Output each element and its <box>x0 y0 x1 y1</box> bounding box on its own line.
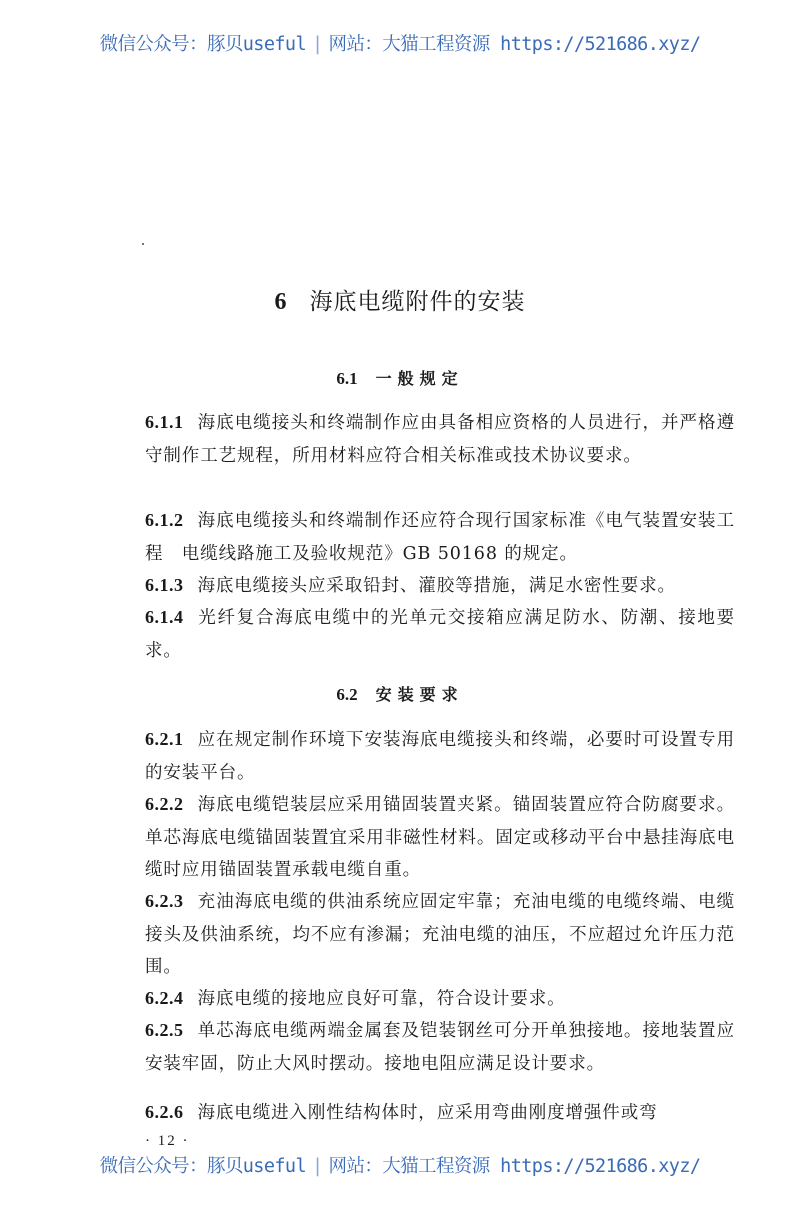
clause-text: 海底电缆进入刚性结构体时，应采用弯曲刚度增强件或弯 <box>197 1103 658 1123</box>
clause-text: 海底电缆铠装层应采用锚固装置夹紧。锚固装置应符合防腐要求。单芯海底电缆锚固装置宜采用非磁性材料。固定或移动平台中悬挂海底电缆时应用锚固装置承载电缆自重。 <box>145 795 735 880</box>
clause-6-1-4 <box>145 601 735 667</box>
clause-text: 海底电缆接头应采取铅封、灌胶等措施，满足水密性要求。 <box>197 576 676 596</box>
clause-number: 6.2.5 <box>145 1020 184 1040</box>
clause-6-2-3 <box>145 885 735 984</box>
clause-number: 6.2.4 <box>145 988 184 1008</box>
clause-number: 6.2.1 <box>145 729 184 749</box>
clause-text: 光纤复合海底电缆中的光单元交接箱应满足防水、防潮、接地要求。 <box>145 608 735 661</box>
clause-number: 6.1.1 <box>145 412 184 432</box>
chapter-number: 6 <box>274 289 288 315</box>
clause-number: 6.1.3 <box>145 575 184 595</box>
clause-number: 6.1.2 <box>145 510 184 530</box>
clause-number: 6.2.2 <box>145 794 184 814</box>
section-title-text: 一般规定 <box>375 369 464 388</box>
clause-6-2-1 <box>145 723 735 789</box>
clause-6-2-2 <box>145 788 735 887</box>
clause-6-1-2 <box>145 504 735 570</box>
clause-6-1-3 <box>145 569 735 603</box>
clause-text: 海底电缆接头和终端制作还应符合现行国家标准《电气装置安装工程 电缆线路施工及验收规范》GB 50168 的规定。 <box>145 511 735 564</box>
watermark-separator: | <box>312 34 323 55</box>
page-number: · 12 · <box>145 1133 190 1149</box>
clause-text: 单芯海底电缆两端金属套及铠装钢丝可分开单独接地。接地装置应安装牢固，防止大风时摆动。接地电阻应满足设计要求。 <box>145 1021 735 1074</box>
clause-text: 应在规定制作环境下安装海底电缆接头和终端，必要时可设置专用的安装平台。 <box>145 730 735 783</box>
clause-text: 海底电缆的接地应良好可靠，符合设计要求。 <box>197 989 566 1009</box>
section-number: 6.1 <box>336 369 358 388</box>
watermark-separator: | <box>312 1156 323 1177</box>
watermark-website: 网站：大猫工程资源 https://521686.xyz/ <box>328 34 701 55</box>
scan-dot <box>142 243 144 245</box>
watermark-wechat: 微信公众号：豚贝useful <box>99 1156 306 1177</box>
watermark-wechat: 微信公众号：豚贝useful <box>99 34 306 55</box>
clause-6-1-1 <box>145 406 735 472</box>
clause-number: 6.2.6 <box>145 1102 184 1122</box>
section-title-text: 安装要求 <box>375 685 464 704</box>
chapter-title-text: 海底电缆附件的安装 <box>309 289 526 315</box>
clause-6-2-5 <box>145 1014 735 1080</box>
section-title-6-1 <box>0 366 800 389</box>
clause-text: 海底电缆接头和终端制作应由具备相应资格的人员进行，并严格遵守制作工艺规程，所用材料应符合相关标准或技术协议要求。 <box>145 413 735 466</box>
clause-6-2-6 <box>145 1096 735 1130</box>
clause-number: 6.2.3 <box>145 891 184 911</box>
watermark-website: 网站：大猫工程资源 https://521686.xyz/ <box>328 1156 701 1177</box>
clause-6-2-4 <box>145 982 735 1016</box>
section-number: 6.2 <box>336 685 358 704</box>
clause-number: 6.1.4 <box>145 607 184 627</box>
watermark-header <box>0 30 800 56</box>
clause-text: 充油海底电缆的供油系统应固定牢靠；充油电缆的电缆终端、电缆接头及供油系统，均不应有渗漏；充油电缆的油压，不应超过允许压力范围。 <box>145 892 735 977</box>
watermark-footer <box>0 1152 800 1178</box>
chapter-title <box>0 283 800 316</box>
section-title-6-2 <box>0 682 800 705</box>
